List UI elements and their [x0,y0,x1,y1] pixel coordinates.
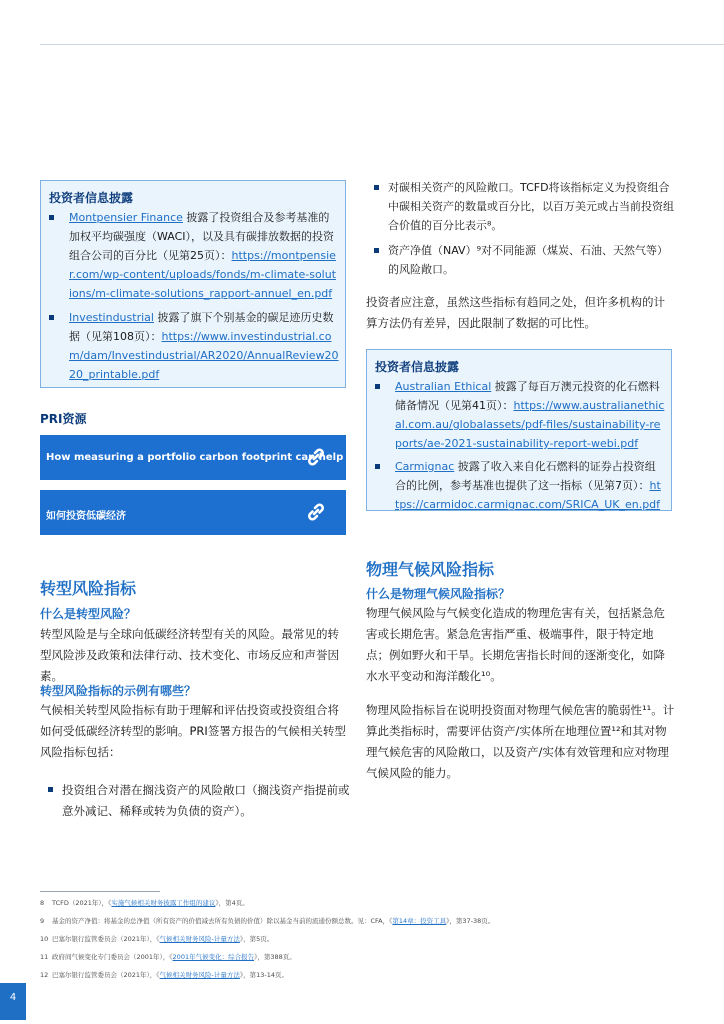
resource-link-low-carbon[interactable] [40,490,346,535]
footnotes [40,897,680,981]
comparability-note: 投资者应注意，虽然这些指标有趋同之处，但许多机构的计算方法仍有差异，因此限制了数据的可比性。 [366,295,665,330]
footnote: 8 TCFD（2021年），《实施气候相关财务披露工作组的建议》，第4页。 [40,899,249,907]
company-link[interactable]: Montpensier Finance [69,211,183,224]
footnote-link[interactable]: 第14章：投资工具 [392,917,447,925]
transition-metrics-intro: 气候相关转型风险指标有助于理解和评估投资或投资组合将如何受低碳经济转型的影响。PRI签署方报告的气候相关转型风险指标包括： [40,703,346,759]
report-url-link[interactable]: https://carmidoc.carmignac.com/SRICA_UK_en.pdf [395,479,661,511]
company-link[interactable]: Carmignac [395,460,455,473]
footnote: 10 巴塞尔银行监管委员会（2021年），《气候相关财务风险-计量方法》，第5页。 [40,935,274,943]
footnote-link[interactable]: 2001年气候变化：综合报告 [172,953,255,961]
report-url-link[interactable]: https://www.australianethical.com.au/globalassets/pdf-files/sustainability-reports/ae-2021-sustainability-report-webi.pdf [395,399,665,450]
transition-metrics-list [40,780,352,822]
list-item: Carmignac 披露了收入来自化石燃料的证券占投资组合的比例，参考基准也提供了这一指标（见第7页）：https://carmidoc.carmignac.com/SRICA_UK_en.pdf [367,457,665,514]
footnote-link[interactable]: 实施气候相关财务披露工作组的建议 [111,899,216,907]
list-item: Australian Ethical 披露了每百万澳元投资的化石燃料储备情况（见第41页）：https://www.australianethical.com.au/globalassets/pdf-files/sustainability-reports/ae-2021-sustainability-report-webi.pdf [367,377,665,453]
report-url-link[interactable]: https://www.investindustrial.com/dam/Investindustrial/AR2020/AnnualReview2020_printable.pdf [69,330,339,381]
link-icon [304,500,328,528]
resource-link-carbon-footprint[interactable] [40,435,346,480]
footnote-rule [40,891,160,892]
list-item: 投资组合对潜在搁浅资产的风险敞口（搁浅资产指提前或意外减记、稀释或转为负债的资产）。 [40,780,352,822]
investor-disclosure-box-right [366,349,672,511]
transition-risk-question: 什么是转型风险？ [40,607,137,621]
transition-metrics-list-continued [366,178,676,279]
disclosure-list [367,377,665,514]
footnote: 12 巴塞尔银行监管委员会（2021年），《气候相关财务风险-计量方法》，第13-14页。 [40,971,289,979]
link-icon [304,445,328,473]
physical-risk-heading: 物理气候风险指标 [366,560,495,579]
footnote-link[interactable]: 气候相关财务风险-计量方法 [159,935,240,943]
top-rule [40,44,724,45]
footnote: 11 政府间气候变化专门委员会（2001年），《2001年气候变化：综合报告》，第388页。 [40,953,296,961]
physical-metrics-description: 物理风险指标旨在说明投资面对物理气候危害的脆弱性¹¹。计算此类指标时，需要评估资产/实体所在地理位置¹²和其对物理气候危害的风险敞口，以及资产/实体有效管理和应对物理气候风险的能力。 [366,703,675,780]
list-item: 对碳相关资产的风险敞口。TCFD将该指标定义为投资组合中碳相关资产的数量或百分比，以百万美元或占当前投资组合价值的百分比表示⁸。 [366,178,676,235]
footnote-link[interactable]: 气候相关财务风险-计量方法 [159,971,240,979]
box-title: 投资者信息披露 [49,191,134,205]
disclosure-list [41,208,339,384]
investor-disclosure-box-left [40,180,346,388]
footnote: 9 基金的资产净值：将基金的总净值（所有资产的价值减去所有负债的价值）除以基金当前的流通份额总数。见：CFA，《第14章：投资工具》，第37-38页。 [40,917,495,925]
company-link[interactable]: Australian Ethical [395,380,492,393]
page-number: 4 [0,983,26,1020]
box-title: 投资者信息披露 [375,360,460,374]
list-item: Investindustrial 披露了旗下个别基金的碳足迹历史数据（见第108页）：https://www.investindustrial.com/dam/Investindustrial/AR2020/AnnualReview2020_printable.pdf [41,308,339,384]
transition-metrics-question: 转型风险指标的示例有哪些？ [40,684,197,698]
physical-risk-question: 什么是物理气候风险指标？ [366,587,511,601]
company-link[interactable]: Investindustrial [69,311,154,324]
transition-risk-heading: 转型风险指标 [40,579,137,598]
list-item: Montpensier Finance 披露了投资组合及参考基准的加权平均碳强度（WACI），以及具有碳排放数据的投资组合公司的百分比（见第25页）：https://montpensier.com/wp-content/uploads/fonds/m-climate-solutions/m-climate-solutions_rapport-annuel_en.pdf [41,208,339,303]
report-url-link[interactable]: https://montpensier.com/wp-content/uploads/fonds/m-climate-solutions/m-climate-solutions_rapport-annuel_en.pdf [69,249,337,300]
resource-title: 如何投资低碳经济 [46,511,126,522]
resource-title: How measuring a portfolio carbon footprint can help [46,452,344,463]
pri-resources-label: PRI资源 [40,412,87,426]
list-item: 资产净值（NAV）⁹对不同能源（煤炭、石油、天然气等）的风险敞口。 [366,241,676,279]
physical-risk-definition: 物理气候风险与气候变化造成的物理危害有关，包括紧急危害或长期危害。紧急危害指严重、极端事件，限于特定地点；例如野火和干旱。长期危害指长时间的逐渐变化，如降水水平变动和海洋酸化¹⁰。 [366,606,665,683]
transition-risk-definition: 转型风险是与全球向低碳经济转型有关的风险。最常见的转型风险涉及政策和法律行动、技术变化、市场反应和声誉因素。 [40,627,339,683]
